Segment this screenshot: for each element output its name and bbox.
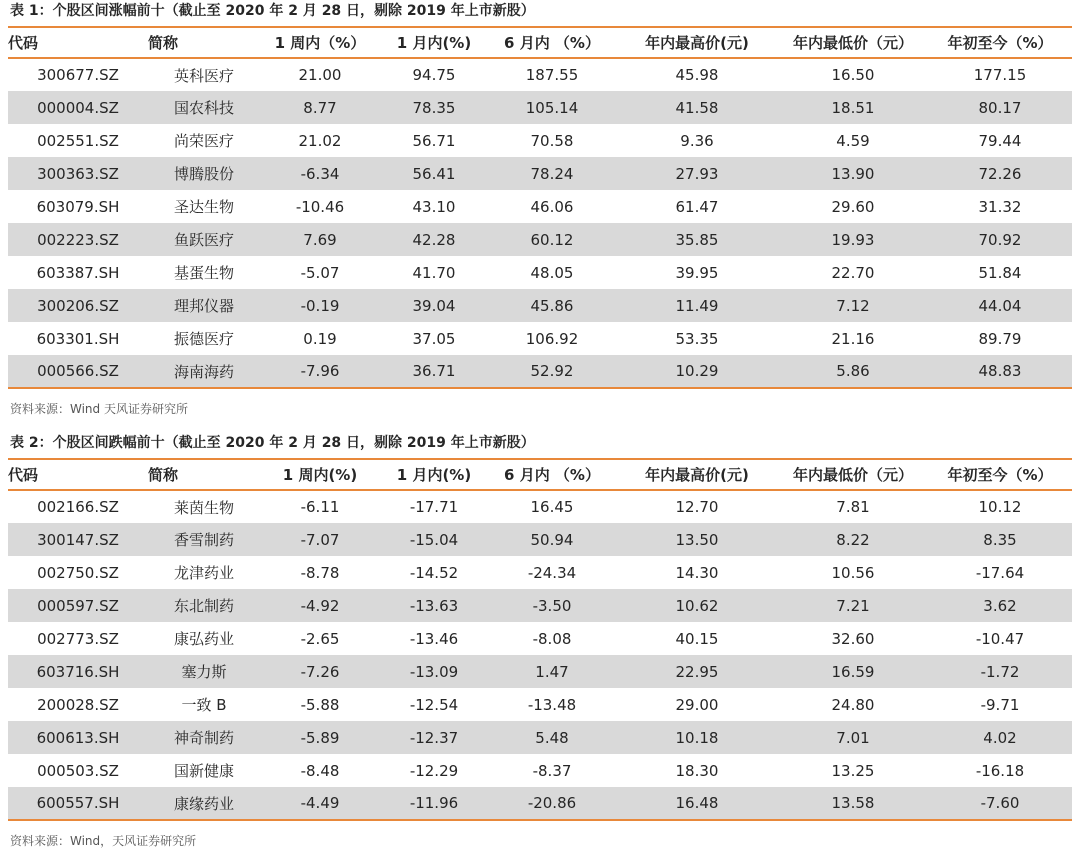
cell-name: 一致 B (181, 696, 227, 714)
table2-header-row (8, 460, 1072, 490)
table1-header-name: 简称 (148, 28, 260, 58)
cell-1month: -12.29 (409, 761, 459, 780)
cell-name: 英科医疗 (173, 66, 234, 85)
cell-name: 海南海药 (148, 355, 260, 388)
table2-header-year-high: 年内最高价(元) (616, 460, 778, 490)
cell-name: 康缘药业 (148, 787, 260, 820)
cell-6month: 105.14 (488, 91, 616, 124)
cell-year-high: 39.95 (675, 263, 719, 282)
cell-year-low: 29.60 (831, 197, 875, 216)
cell-1week: -5.88 (300, 695, 340, 714)
table1-body (8, 58, 1072, 388)
cell-1week: -5.07 (300, 263, 340, 282)
cell-year-high: 9.36 (680, 131, 714, 150)
table1-header-ytd: 年初至今（%） (928, 28, 1072, 58)
cell-6month: -8.37 (532, 761, 572, 780)
cell-code: 603387.SH (36, 263, 120, 282)
cell-1week: 8.77 (260, 91, 380, 124)
cell-1week: 0.19 (303, 329, 337, 348)
table1-header-6month: 6 月内 （%） (488, 28, 616, 58)
cell-code: 000503.SZ (37, 761, 119, 780)
table1-source-note: 资料来源：Wind 天风证券研究所 (10, 402, 188, 416)
table-row (8, 157, 1072, 190)
cell-year-low: 4.59 (836, 131, 870, 150)
cell-1month: -12.54 (409, 695, 459, 714)
cell-code: 300206.SZ (8, 289, 148, 322)
cell-1week: -10.46 (295, 197, 345, 216)
cell-1week: -8.78 (300, 563, 340, 582)
cell-year-high: 29.00 (675, 695, 719, 714)
cell-year-low: 7.12 (778, 289, 928, 322)
cell-year-low: 16.59 (778, 655, 928, 688)
cell-1month: -13.63 (380, 589, 488, 622)
cell-1month: 42.28 (380, 223, 488, 256)
table1-header-1month: 1 月内(%) (380, 28, 488, 58)
table-row (8, 289, 1072, 322)
cell-ytd: 80.17 (928, 91, 1072, 124)
cell-6month: 50.94 (488, 523, 616, 556)
cell-1month: -13.46 (409, 629, 459, 648)
cell-year-high: 22.95 (616, 655, 778, 688)
cell-6month: 48.05 (530, 263, 574, 282)
cell-name: 国农科技 (148, 91, 260, 124)
cell-6month: -24.34 (527, 563, 577, 582)
cell-year-high: 27.93 (616, 157, 778, 190)
cell-1week: -4.49 (260, 787, 380, 820)
cell-ytd: 89.79 (978, 329, 1022, 348)
cell-code: 002166.SZ (37, 498, 119, 516)
cell-1month: -15.04 (380, 523, 488, 556)
cell-ytd: 31.32 (978, 197, 1022, 216)
cell-1month: 43.10 (412, 197, 456, 216)
table2-header-ytd: 年初至今（%） (928, 460, 1072, 490)
cell-ytd: -9.71 (980, 695, 1020, 714)
table-row (8, 124, 1072, 157)
table-row (8, 589, 1072, 622)
table2-header-1week: 1 周内(%) (260, 460, 380, 490)
cell-1month: -14.52 (409, 563, 459, 582)
cell-ytd: -1.72 (928, 655, 1072, 688)
cell-name: 国新健康 (173, 762, 234, 780)
cell-year-low: 24.80 (831, 695, 875, 714)
cell-year-high: 18.30 (675, 761, 719, 780)
cell-name: 理邦仪器 (148, 289, 260, 322)
cell-ytd: 177.15 (973, 66, 1027, 84)
cell-ytd: 8.35 (928, 523, 1072, 556)
cell-year-high: 53.35 (675, 329, 719, 348)
cell-code: 000004.SZ (8, 91, 148, 124)
cell-1month: 94.75 (412, 66, 456, 84)
cell-ytd: -17.64 (975, 563, 1025, 582)
cell-6month: -13.48 (527, 695, 577, 714)
cell-code: 300147.SZ (8, 523, 148, 556)
cell-name: 塞力斯 (148, 655, 260, 688)
cell-name: 博腾股份 (148, 157, 260, 190)
table1 (8, 28, 1072, 389)
table-row (8, 556, 1072, 589)
cell-ytd: 79.44 (978, 131, 1022, 150)
cell-year-high: 10.18 (616, 721, 778, 754)
cell-6month: 70.58 (530, 131, 574, 150)
table-row (8, 322, 1072, 355)
cell-name: 康弘药业 (173, 630, 234, 648)
cell-year-high: 16.48 (616, 787, 778, 820)
table2-header-6month: 6 月内 （%） (488, 460, 616, 490)
cell-code: 300677.SZ (37, 66, 119, 84)
cell-1month: -13.09 (380, 655, 488, 688)
table-row (8, 754, 1072, 787)
cell-year-high: 41.58 (616, 91, 778, 124)
cell-1week: -0.19 (260, 289, 380, 322)
cell-ytd: 70.92 (928, 223, 1072, 256)
cell-year-high: 10.62 (616, 589, 778, 622)
cell-year-high: 40.15 (675, 629, 719, 648)
cell-year-low: 22.70 (831, 263, 875, 282)
cell-1month: 56.71 (412, 131, 456, 150)
cell-1month: 39.04 (380, 289, 488, 322)
cell-1week: 7.69 (260, 223, 380, 256)
cell-1week: -8.48 (300, 761, 340, 780)
table-row (8, 58, 1072, 91)
cell-ytd: -10.47 (975, 629, 1025, 648)
table2-header-year-low: 年内最低价（元） (778, 460, 928, 490)
table2-header-code: 代码 (8, 460, 148, 490)
cell-year-low: 8.22 (778, 523, 928, 556)
table2-header-name: 简称 (148, 460, 260, 490)
cell-code: 300363.SZ (8, 157, 148, 190)
cell-name: 莱茵生物 (173, 498, 234, 517)
cell-year-low: 18.51 (778, 91, 928, 124)
cell-code: 000566.SZ (8, 355, 148, 388)
cell-year-low: 13.25 (831, 761, 875, 780)
cell-6month: 187.55 (525, 66, 579, 84)
cell-ytd: 10.12 (978, 498, 1022, 516)
table-row (8, 655, 1072, 688)
table-row (8, 490, 1072, 523)
cell-year-high: 12.70 (675, 498, 719, 516)
cell-code: 600613.SH (8, 721, 148, 754)
cell-1month: -17.71 (409, 498, 459, 516)
table2-source-note: 资料来源：Wind，天风证券研究所 (10, 834, 197, 848)
cell-name: 尚荣医疗 (173, 132, 234, 150)
cell-name: 鱼跃医疗 (148, 223, 260, 256)
table2-header-1month: 1 月内(%) (380, 460, 488, 490)
cell-ytd: 48.83 (928, 355, 1072, 388)
table1-header-1week: 1 周内（%） (260, 28, 380, 58)
cell-code: 002750.SZ (37, 563, 119, 582)
cell-code: 603716.SH (8, 655, 148, 688)
cell-1week: -7.96 (260, 355, 380, 388)
cell-name: 东北制药 (148, 589, 260, 622)
table-row (8, 223, 1072, 256)
cell-1month: 37.05 (412, 329, 456, 348)
table1-header-row (8, 28, 1072, 58)
cell-1week: -4.92 (260, 589, 380, 622)
cell-ytd: -7.60 (928, 787, 1072, 820)
cell-year-high: 13.50 (616, 523, 778, 556)
cell-1month: 41.70 (412, 263, 456, 282)
cell-year-high: 45.98 (675, 66, 719, 84)
cell-1week: 21.02 (298, 131, 342, 150)
cell-6month: -20.86 (488, 787, 616, 820)
cell-year-low: 7.81 (836, 498, 870, 516)
table1-header-year-high: 年内最高价(元) (616, 28, 778, 58)
cell-6month: 52.92 (488, 355, 616, 388)
cell-6month: -8.08 (532, 629, 572, 648)
cell-year-high: 61.47 (675, 197, 719, 216)
cell-code: 603079.SH (36, 197, 120, 216)
cell-name: 神奇制药 (148, 721, 260, 754)
table2 (8, 460, 1072, 821)
cell-name: 香雪制药 (148, 523, 260, 556)
cell-6month: 78.24 (488, 157, 616, 190)
table-row (8, 787, 1072, 820)
cell-year-low: 7.01 (778, 721, 928, 754)
cell-ytd: 44.04 (928, 289, 1072, 322)
cell-1week: -6.34 (260, 157, 380, 190)
cell-6month: 16.45 (530, 498, 574, 516)
cell-year-low: 32.60 (831, 629, 875, 648)
cell-ytd: 3.62 (928, 589, 1072, 622)
table-row (8, 523, 1072, 556)
cell-year-low: 5.86 (778, 355, 928, 388)
cell-code: 000597.SZ (8, 589, 148, 622)
cell-year-low: 13.58 (778, 787, 928, 820)
cell-year-low: 10.56 (831, 563, 875, 582)
cell-1month: 56.41 (380, 157, 488, 190)
cell-6month: -3.50 (488, 589, 616, 622)
cell-code: 002551.SZ (37, 131, 119, 150)
cell-year-high: 14.30 (675, 563, 719, 582)
cell-1week: -7.26 (260, 655, 380, 688)
cell-code: 603301.SH (36, 329, 120, 348)
table1-caption: 表 1：个股区间涨幅前十（截止至 2020 年 2 月 28 日，剔除 2019 年上市新股） (10, 3, 535, 19)
cell-6month: 46.06 (530, 197, 574, 216)
cell-6month: 1.47 (488, 655, 616, 688)
cell-ytd: -16.18 (975, 761, 1025, 780)
cell-name: 龙津药业 (173, 564, 234, 582)
cell-year-low: 16.50 (831, 66, 875, 84)
cell-code: 200028.SZ (37, 695, 119, 714)
cell-year-low: 13.90 (778, 157, 928, 190)
cell-1week: -5.89 (260, 721, 380, 754)
table-row (8, 256, 1072, 289)
cell-year-low: 21.16 (831, 329, 875, 348)
table-row (8, 91, 1072, 124)
table2-body (8, 490, 1072, 820)
cell-ytd: 4.02 (928, 721, 1072, 754)
cell-code: 002773.SZ (37, 629, 119, 648)
table-row (8, 688, 1072, 721)
cell-1month: -12.37 (380, 721, 488, 754)
cell-year-high: 35.85 (616, 223, 778, 256)
cell-name: 圣达生物 (173, 198, 234, 216)
cell-ytd: 72.26 (928, 157, 1072, 190)
table-row (8, 721, 1072, 754)
cell-name: 振德医疗 (173, 330, 234, 348)
cell-year-high: 10.29 (616, 355, 778, 388)
table1-header-code: 代码 (8, 28, 148, 58)
cell-6month: 5.48 (488, 721, 616, 754)
table2-caption: 表 2：个股区间跌幅前十（截止至 2020 年 2 月 28 日，剔除 2019 年上市新股） (10, 435, 535, 451)
cell-year-high: 11.49 (616, 289, 778, 322)
cell-year-low: 7.21 (778, 589, 928, 622)
table1-header-year-low: 年内最低价（元） (778, 28, 928, 58)
cell-name: 基蛋生物 (173, 264, 234, 282)
table-row (8, 355, 1072, 388)
cell-6month: 60.12 (488, 223, 616, 256)
cell-code: 600557.SH (8, 787, 148, 820)
cell-code: 002223.SZ (8, 223, 148, 256)
cell-1week: -2.65 (300, 629, 340, 648)
table-row (8, 190, 1072, 223)
cell-6month: 106.92 (525, 329, 579, 348)
cell-1month: 78.35 (380, 91, 488, 124)
cell-1week: 21.00 (298, 66, 342, 84)
cell-1month: 36.71 (380, 355, 488, 388)
cell-1week: -6.11 (300, 498, 340, 516)
cell-year-low: 19.93 (778, 223, 928, 256)
cell-6month: 45.86 (488, 289, 616, 322)
cell-ytd: 51.84 (978, 263, 1022, 282)
cell-1month: -11.96 (380, 787, 488, 820)
table-row (8, 622, 1072, 655)
cell-1week: -7.07 (260, 523, 380, 556)
